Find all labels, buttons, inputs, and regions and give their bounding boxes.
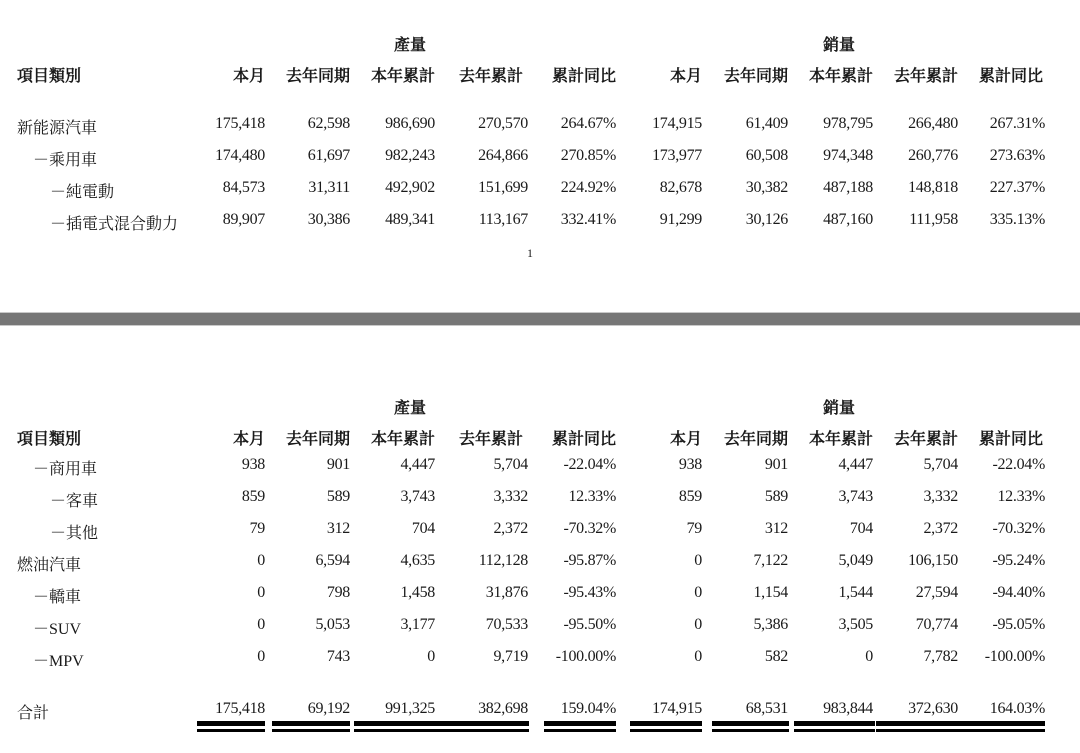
col-prod-last-year-same-period: 去年同期 (285, 68, 350, 85)
col-sales-this-month: 本月 (669, 68, 702, 85)
col-prod-ytd-yoy: 累計同比 (551, 68, 616, 85)
row-label-ice: 燃油汽車 (17, 557, 82, 574)
table-cell: 0 (427, 648, 435, 665)
col-prod-ytd: 本年累計 (370, 68, 435, 85)
total-double-underline (436, 721, 529, 733)
table-cell: 264,866 (478, 147, 528, 164)
row-label-passenger: －乘用車 (33, 152, 98, 169)
total-double-underline (272, 721, 350, 733)
table-cell: 5,704 (493, 456, 528, 473)
table-cell: 91,299 (659, 211, 702, 228)
col-sales-last-ytd: 去年累計 (893, 68, 958, 85)
table-cell: 82,678 (659, 179, 702, 196)
table-cell: 0 (694, 648, 702, 665)
col-prod-ytd-yoy: 累計同比 (551, 431, 616, 448)
table-cell: -22.04% (563, 456, 616, 473)
row-label-sedan: －轎車 (33, 589, 82, 606)
table-cell: 938 (678, 456, 702, 473)
table-cell: 61,697 (307, 147, 350, 164)
row-label-other: －其他 (50, 525, 99, 542)
table-cell: 859 (241, 488, 265, 505)
table-cell: 1,154 (753, 584, 788, 601)
col-prod-this-month: 本月 (232, 68, 265, 85)
page-divider (0, 312, 1080, 326)
table-cell: 273.63% (989, 147, 1045, 164)
total-cell: 159.04% (560, 700, 616, 717)
table-cell: 589 (326, 488, 350, 505)
table-cell: 487,160 (823, 211, 873, 228)
table-cell: -95.50% (563, 616, 616, 633)
table-cell: 7,122 (753, 552, 788, 569)
table-cell: 0 (257, 648, 265, 665)
table-cell: 978,795 (823, 115, 873, 132)
table-cell: 901 (764, 456, 788, 473)
table-cell: 113,167 (478, 211, 528, 228)
table-cell: 2,372 (493, 520, 528, 537)
row-label-nev: 新能源汽車 (17, 120, 98, 137)
table-cell: 12.33% (568, 488, 616, 505)
report-page-1 (0, 0, 1080, 312)
table-cell: 30,386 (307, 211, 350, 228)
table-cell: 704 (849, 520, 873, 537)
table-cell: 148,818 (908, 179, 958, 196)
table-cell: -100.00% (984, 648, 1045, 665)
table-cell: 901 (326, 456, 350, 473)
table-cell: 60,508 (745, 147, 788, 164)
table-cell: 112,128 (478, 552, 528, 569)
col-sales-ytd-yoy: 累計同比 (978, 68, 1043, 85)
table-cell: -70.32% (992, 520, 1045, 537)
table-cell: 0 (257, 552, 265, 569)
table-cell: 31,876 (485, 584, 528, 601)
table-cell: 335.13% (989, 211, 1045, 228)
total-double-underline (544, 721, 616, 733)
total-double-underline (876, 721, 959, 733)
table-cell: 270,570 (478, 115, 528, 132)
table-cell: 264.67% (560, 115, 616, 132)
total-cell: 69,192 (307, 700, 350, 717)
table-cell: 982,243 (385, 147, 435, 164)
col-prod-last-ytd: 去年累計 (458, 431, 523, 448)
table-cell: 3,505 (838, 616, 873, 633)
table-cell: 12.33% (997, 488, 1045, 505)
table-cell: 270.85% (560, 147, 616, 164)
total-cell: 68,531 (745, 700, 788, 717)
table-cell: 0 (257, 616, 265, 633)
col-sales-last-ytd: 去年累計 (893, 431, 958, 448)
production-group-header: 產量 (393, 400, 426, 417)
table-cell: 3,332 (493, 488, 528, 505)
table-cell: 938 (241, 456, 265, 473)
table-cell: 4,447 (400, 456, 435, 473)
table-cell: 0 (865, 648, 873, 665)
table-cell: 260,776 (908, 147, 958, 164)
table-cell: 487,188 (823, 179, 873, 196)
table-cell: 743 (326, 648, 350, 665)
production-group-header: 產量 (393, 37, 426, 54)
table-cell: 62,598 (307, 115, 350, 132)
table-cell: -95.87% (563, 552, 616, 569)
table-cell: 5,704 (923, 456, 958, 473)
table-cell: 582 (764, 648, 788, 665)
col-prod-this-month: 本月 (232, 431, 265, 448)
table-cell: 267.31% (989, 115, 1045, 132)
row-label-mpv: －MPV (33, 653, 84, 670)
total-double-underline (712, 721, 789, 733)
col-prod-ytd: 本年累計 (370, 431, 435, 448)
table-cell: 84,573 (222, 179, 265, 196)
page-number: 1 (527, 246, 533, 260)
table-cell: 986,690 (385, 115, 435, 132)
total-double-underline (197, 721, 265, 733)
sales-group-header: 銷量 (822, 400, 855, 417)
row-label-commercial: －商用車 (33, 461, 98, 478)
total-cell: 372,630 (908, 700, 958, 717)
total-cell: 382,698 (478, 700, 528, 717)
table-cell: 4,635 (400, 552, 435, 569)
col-prod-last-year-same-period: 去年同期 (285, 431, 350, 448)
table-cell: 5,049 (838, 552, 873, 569)
table-cell: 70,774 (915, 616, 958, 633)
table-cell: 7,782 (923, 648, 958, 665)
table-cell: 3,743 (400, 488, 435, 505)
table-cell: 1,544 (838, 584, 873, 601)
table-cell: 61,409 (745, 115, 788, 132)
row-label-phev: －插電式混合動力 (50, 216, 179, 233)
row-label-suv: －SUV (33, 621, 82, 638)
category-column-header: 項目類別 (17, 68, 82, 85)
table-cell: 30,382 (745, 179, 788, 196)
table-cell: 312 (326, 520, 350, 537)
table-cell: 5,386 (753, 616, 788, 633)
table-cell: -95.24% (992, 552, 1045, 569)
table-cell: -100.00% (555, 648, 616, 665)
total-cell: 175,418 (215, 700, 265, 717)
table-cell: 492,902 (385, 179, 435, 196)
table-cell: 27,594 (915, 584, 958, 601)
table-cell: 5,053 (315, 616, 350, 633)
col-sales-ytd: 本年累計 (808, 431, 873, 448)
table-cell: 89,907 (222, 211, 265, 228)
table-cell: 798 (326, 584, 350, 601)
col-sales-ytd-yoy: 累計同比 (978, 431, 1043, 448)
table-cell: 3,177 (400, 616, 435, 633)
total-double-underline (794, 721, 875, 733)
total-double-underline (630, 721, 702, 733)
table-cell: 227.37% (989, 179, 1045, 196)
table-cell: 151,699 (478, 179, 528, 196)
table-cell: 224.92% (560, 179, 616, 196)
total-cell: 164.03% (989, 700, 1045, 717)
table-cell: 6,594 (315, 552, 350, 569)
table-cell: 2,372 (923, 520, 958, 537)
table-cell: 704 (411, 520, 435, 537)
total-double-underline (958, 721, 1045, 733)
table-cell: 175,418 (215, 115, 265, 132)
col-sales-this-month: 本月 (669, 431, 702, 448)
table-cell: 106,150 (908, 552, 958, 569)
table-cell: 266,480 (908, 115, 958, 132)
table-cell: 174,915 (652, 115, 702, 132)
col-sales-last-year-same-period: 去年同期 (723, 431, 788, 448)
table-cell: 79 (249, 520, 265, 537)
table-cell: -70.32% (563, 520, 616, 537)
table-cell: 70,533 (485, 616, 528, 633)
total-cell: 174,915 (652, 700, 702, 717)
table-cell: 3,743 (838, 488, 873, 505)
category-column-header: 項目類別 (17, 431, 82, 448)
total-cell: 991,325 (385, 700, 435, 717)
table-cell: 4,447 (838, 456, 873, 473)
col-sales-ytd: 本年累計 (808, 68, 873, 85)
table-cell: 3,332 (923, 488, 958, 505)
sales-group-header: 銷量 (822, 37, 855, 54)
table-cell: 589 (764, 488, 788, 505)
total-cell: 983,844 (823, 700, 873, 717)
table-cell: 173,977 (652, 147, 702, 164)
table-cell: 31,311 (308, 179, 350, 196)
table-cell: 174,480 (215, 147, 265, 164)
table-cell: 9,719 (493, 648, 528, 665)
row-label-bus: －客車 (50, 493, 99, 510)
table-cell: 974,348 (823, 147, 873, 164)
table-cell: -95.43% (563, 584, 616, 601)
table-cell: 1,458 (400, 584, 435, 601)
table-cell: 30,126 (745, 211, 788, 228)
row-label-bev: －純電動 (50, 184, 115, 201)
table-cell: 0 (694, 584, 702, 601)
table-cell: 332.41% (560, 211, 616, 228)
table-cell: 0 (694, 552, 702, 569)
table-cell: -94.40% (992, 584, 1045, 601)
table-cell: -22.04% (992, 456, 1045, 473)
col-prod-last-ytd: 去年累計 (458, 68, 523, 85)
table-cell: 489,341 (385, 211, 435, 228)
table-cell: 0 (694, 616, 702, 633)
table-cell: -95.05% (992, 616, 1045, 633)
total-double-underline (354, 721, 436, 733)
col-sales-last-year-same-period: 去年同期 (723, 68, 788, 85)
table-cell: 312 (764, 520, 788, 537)
table-cell: 859 (678, 488, 702, 505)
table-cell: 79 (686, 520, 702, 537)
table-cell: 0 (257, 584, 265, 601)
row-label-total: 合計 (17, 705, 50, 722)
report-page-2 (0, 326, 1080, 753)
table-cell: 111,958 (909, 211, 958, 228)
